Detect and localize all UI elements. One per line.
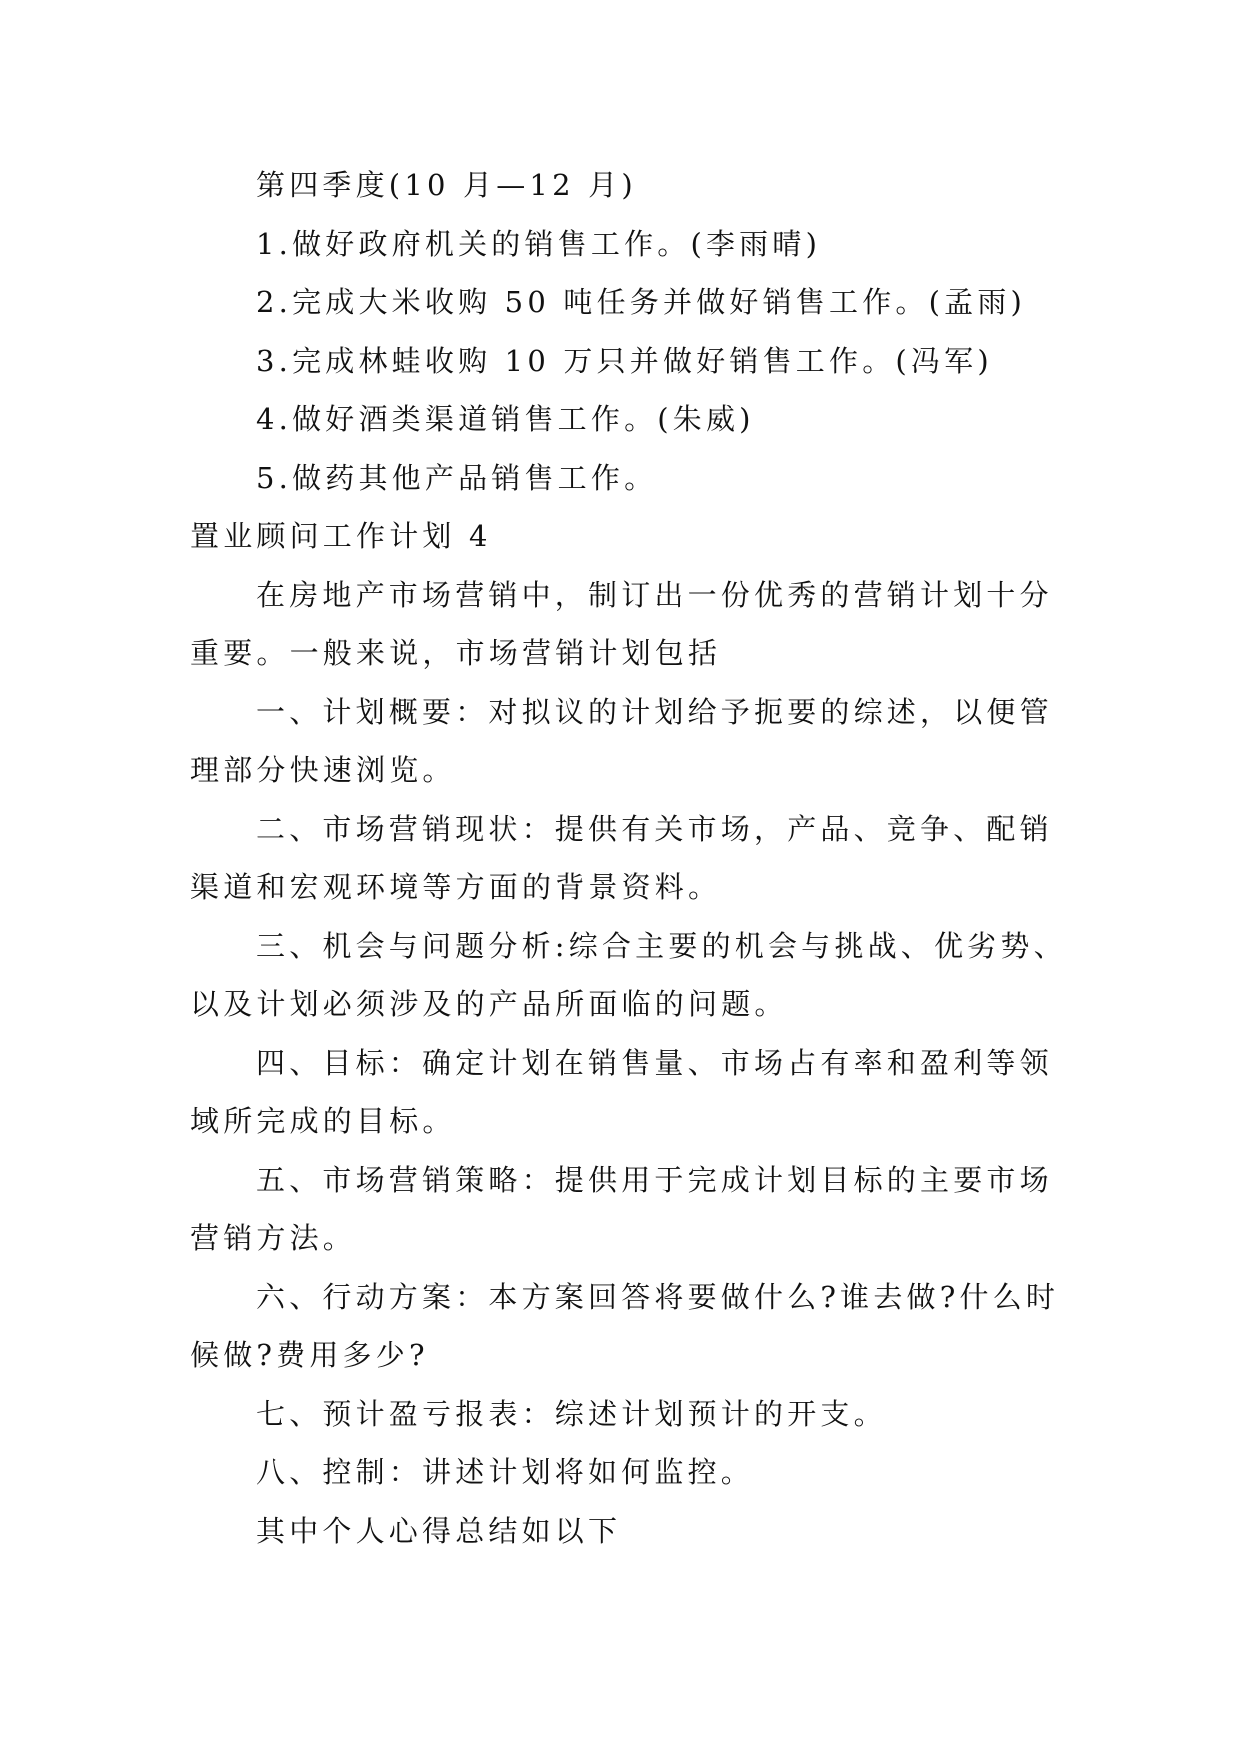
paragraph-line: 一、计划概要：对拟议的计划给予扼要的综述，以便管: [256, 694, 1053, 729]
paragraph-line: 二、市场营销现状：提供有关市场，产品、竞争、配销: [256, 811, 1053, 846]
section-title: 置业顾问工作计划 4: [190, 519, 492, 553]
paragraph-line: 以及计划必须涉及的产品所面临的问题。: [190, 987, 788, 1021]
list-item: 4.做好酒类渠道销售工作。(朱威): [256, 402, 755, 436]
paragraph-line: 八、控制：讲述计划将如何监控。: [256, 1455, 755, 1489]
list-item: 3.完成林蛙收购 10 万只并做好销售工作。(冯军): [256, 343, 993, 378]
paragraph-line: 营销方法。: [190, 1221, 357, 1255]
paragraph-line: 域所完成的目标。: [190, 1104, 456, 1138]
paragraph-line: 四、目标：确定计划在销售量、市场占有率和盈利等领: [256, 1045, 1053, 1080]
paragraph-line: 重要。一般来说，市场营销计划包括: [190, 636, 722, 670]
list-item: 2.完成大米收购 50 吨任务并做好销售工作。(孟雨): [256, 285, 1027, 319]
document-body: [190, 156, 1067, 1560]
list-item: 5.做药其他产品销售工作。: [256, 460, 658, 495]
section-heading-q4: 第四季度(10 月—12 月): [256, 168, 637, 202]
paragraph-line: 理部分快速浏览。: [190, 753, 456, 787]
paragraph-line: 五、市场营销策略：提供用于完成计划目标的主要市场: [256, 1162, 1053, 1197]
paragraph-line: 候做?费用多少?: [190, 1338, 429, 1372]
paragraph-line: 在房地产市场营销中，制订出一份优秀的营销计划十分: [256, 577, 1053, 612]
paragraph-line: 三、机会与问题分析:综合主要的机会与挑战、优劣势、: [256, 928, 1067, 963]
paragraph-line: 其中个人心得总结如以下: [256, 1513, 622, 1548]
paragraph-line: 六、行动方案：本方案回答将要做什么?谁去做?什么时: [256, 1279, 1060, 1314]
list-item: 1.做好政府机关的销售工作。(李雨晴): [256, 226, 822, 261]
paragraph-line: 渠道和宏观环境等方面的背景资料。: [190, 870, 722, 904]
paragraph-line: 七、预计盈亏报表：综述计划预计的开支。: [256, 1396, 887, 1431]
